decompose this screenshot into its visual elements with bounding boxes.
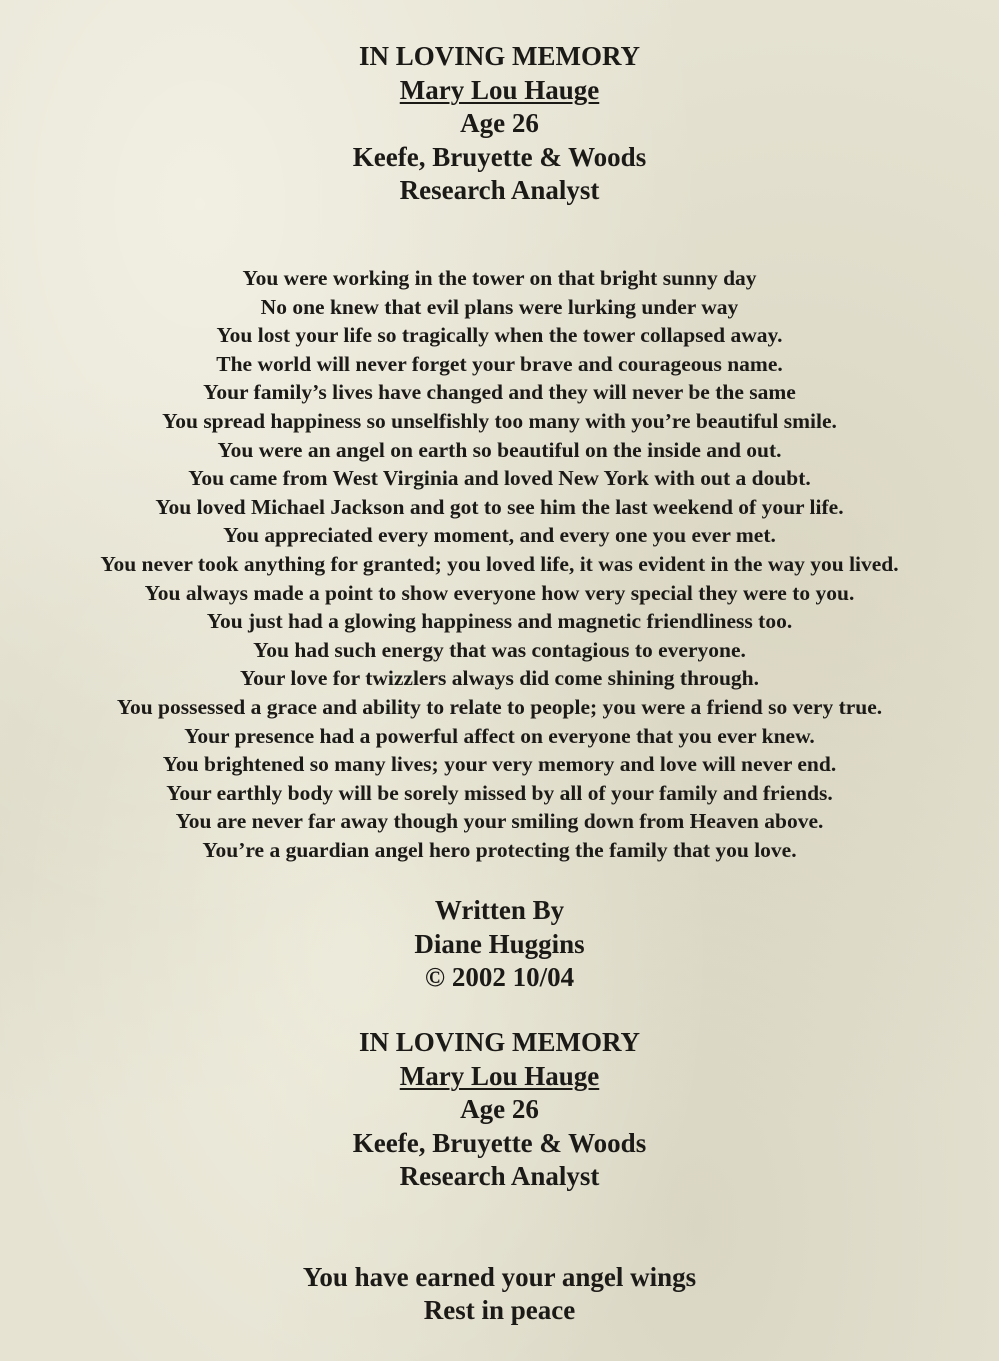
memorial-title: IN LOVING MEMORY [358,1027,641,1057]
honoree-company: Keefe, Bruyette & Woods [352,141,647,172]
memorial-header-top [0,40,999,208]
poem-line: Your family’s lives have changed and they will never be the same [203,380,796,405]
honoree-name: Mary Lou Hauge [399,74,600,105]
poem [0,264,999,864]
honoree-age: Age 26 [460,108,539,138]
poem-line: You always made a point to show everyone how very special they were to you. [144,580,855,605]
author-name: Diane Huggins [414,928,585,959]
copyright-notice: © 2002 10/04 [424,962,575,992]
poem-line: Your love for twizzlers always did come shining through. [239,666,759,691]
poem-credits [0,894,999,995]
honoree-name: Mary Lou Hauge [399,1060,600,1091]
written-by-label: Written By [434,895,565,925]
poem-line: Your earthly body will be sorely missed by all of your family and friends. [166,780,833,805]
poem-line: You lost your life so tragically when the tower collapsed away. [216,323,783,348]
poem-line: You came from West Virginia and loved New York with out a doubt. [188,466,811,491]
poem-line: You possessed a grace and ability to relate to people; you were a friend so very true. [116,694,883,719]
poem-line: You were working in the tower on that bright sunny day [242,266,757,290]
honoree-position: Research Analyst [399,1161,600,1191]
closing-message [0,1261,999,1327]
poem-line: You had such energy that was contagious to everyone. [253,637,746,662]
poem-line: You are never far away though your smiling down from Heaven above. [175,809,824,834]
memorial-title: IN LOVING MEMORY [358,41,641,71]
poem-line: The world will never forget your brave and courageous name. [216,351,783,376]
honoree-age: Age 26 [460,1094,539,1124]
closing-line-2: Rest in peace [423,1295,576,1325]
poem-line: You appreciated every moment, and every one you ever met. [223,523,776,548]
poem-line: No one knew that evil plans were lurking under way [260,294,739,319]
poem-line: You just had a glowing happiness and magnetic friendliness too. [206,609,793,634]
honoree-company: Keefe, Bruyette & Woods [352,1127,647,1158]
poem-line: You spread happiness so unselfishly too many with you’re beautiful smile. [162,408,837,433]
memorial-header-bottom [0,1026,999,1194]
poem-line: Your presence had a powerful affect on everyone that you ever knew. [184,723,815,748]
poem-line: You never took anything for granted; you loved life, it was evident in the way you lived. [100,551,899,576]
poem-line: You loved Michael Jackson and got to see him the last weekend of your life. [155,494,844,519]
honoree-position: Research Analyst [399,175,600,205]
poem-line: You’re a guardian angel hero protecting the family that you love. [202,837,797,862]
poem-line: You brightened so many lives; your very memory and love will never end. [162,752,837,777]
poem-line: You were an angel on earth so beautiful on the inside and out. [217,437,782,462]
closing-line-1: You have earned your angel wings [302,1262,697,1292]
